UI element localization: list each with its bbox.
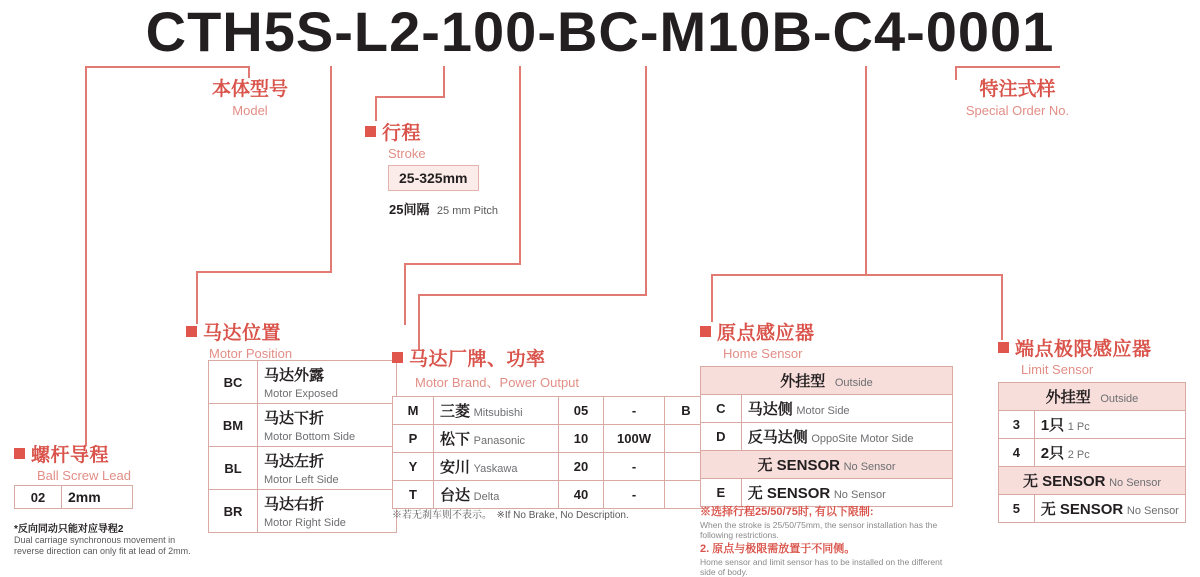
group-ballscrew-cn: 螺杆导程 [31,445,110,466]
home-sensor-label: 马达侧 Motor Side [741,395,952,423]
table-row [701,479,953,507]
ballscrew-note-cn: *反向同动只能对应导程2 [14,524,124,535]
motor-power-value: 100W [604,425,665,453]
home-sensor-notes [700,505,960,577]
leader-line [418,294,420,350]
leader-line [865,66,867,274]
table-row [999,495,1186,523]
table-row [393,425,708,453]
home-sensor-label: 反马达侧 OppoSite Motor Side [741,423,952,451]
limit-sensor-header [999,383,1186,411]
leader-line [711,274,867,276]
motor-position-label: 马达下折 Motor Bottom Side [258,404,397,447]
table-row [209,447,397,490]
group-special-cn: 特注式样 [979,79,1056,100]
group-model-en: Model [232,103,268,118]
home-sensor-note-2 [700,542,960,577]
group-special-en: Special Order No. [965,103,1070,118]
motor-brand-note [392,505,629,523]
group-motorpos-cn: 马达位置 [203,323,282,344]
motor-position-label: 马达外露 Motor Exposed [258,361,397,404]
home-sensor-note-1 [700,505,960,540]
table-row [999,383,1186,411]
motor-position-code: BM [209,404,258,447]
group-motorbrand-cn: 马达厂牌、功率 [409,349,546,370]
home-sensor-code: E [701,479,742,507]
home-sensor-note-1-en: When the stroke is 25/50/75mm, the sensor installation has the following restrictions. [700,519,938,541]
table-row [209,404,397,447]
ballscrew-value: 2mm [62,486,133,509]
group-stroke-cn: 行程 [382,123,422,144]
stroke-pitch [389,199,498,219]
table-row [701,395,953,423]
motor-position-code: BR [209,490,258,533]
ballscrew-note-en: Dual carriage synchronous movement in reverse direction can only fit at lead of 2mm. [14,535,191,557]
stroke-pitch-cn: 25间隔 [389,202,430,217]
limit-sensor-header-en: Outside [1100,393,1139,405]
home-sensor-note-2-cn: 2. 原点与极限需放置于不同侧。 [700,543,856,556]
group-motorbrand-en: Motor Brand、Power Output [415,375,580,390]
motorbrand-note-cn: ※若无刹车则不表示。 [392,510,492,521]
table-row [393,453,708,481]
bullet-square-icon [186,326,197,337]
home-sensor-header [701,367,953,395]
leader-line [196,271,198,324]
leader-line [85,66,87,446]
ballscrew-code: 02 [15,486,62,509]
table-row [209,361,397,404]
leader-line [865,274,1003,276]
table-row [701,367,953,395]
motor-position-label: 马达右折 Motor Right Side [258,490,397,533]
ball-screw-note [14,520,199,558]
bullet-square-icon [700,326,711,337]
group-limit-sensor [998,334,1152,377]
group-limitsensor-en: Limit Sensor [1021,362,1094,377]
motor-brand-code: Y [393,453,434,481]
motor-brand-code: P [393,425,434,453]
leader-line [196,271,332,273]
motor-brake-code: B [665,397,708,425]
bullet-square-icon [14,448,25,459]
table-row [999,439,1186,467]
group-model-cn: 本体型号 [211,79,288,100]
motor-position-label: 马达左折 Motor Left Side [258,447,397,490]
limit-sensor-label: 2只 2 Pc [1034,439,1185,467]
leader-line [418,294,647,296]
table-row [393,397,708,425]
bullet-square-icon [392,352,403,363]
motor-power-value: - [604,453,665,481]
leader-line [404,263,406,325]
group-motorpos-en: Motor Position [209,346,293,361]
limit-sensor-header-cn: 外挂型 [1045,389,1091,406]
limit-sensor-code: 4 [999,439,1035,467]
group-ballscrew-en: Ball Screw Lead [37,468,131,483]
leader-line [443,66,445,97]
home-sensor-note-2-en: Home sensor and limit sensor has to be installed on the different side of body. [700,557,943,577]
group-ball-screw [14,440,131,483]
table-row [15,486,133,509]
motor-position-code: BC [209,361,258,404]
motor-power-value: - [604,397,665,425]
group-motor-brand [392,344,579,391]
motor-position-code: BL [209,447,258,490]
stroke-pitch-en: 25 mm Pitch [436,205,499,217]
motor-brand-table [392,396,708,509]
table-row [209,490,397,533]
home-sensor-code: C [701,395,742,423]
table-row [701,451,953,479]
ball-screw-table [14,485,133,509]
motorbrand-note-en: ※If No Brake, No Description. [496,510,629,521]
motor-power-code: 10 [559,425,604,453]
limit-sensor-table [998,382,1186,523]
group-stroke-en: Stroke [388,146,426,161]
leader-line [1001,274,1003,340]
table-row [701,423,953,451]
home-sensor-label: 无 SENSOR No Sensor [741,479,952,507]
group-limitsensor-cn: 端点极限感应器 [1015,339,1152,360]
limit-sensor-label: 1只 1 Pc [1034,411,1185,439]
motor-position-table [208,360,397,533]
leader-line [404,263,521,265]
motor-power-value: - [604,481,665,509]
bullet-square-icon [998,342,1009,353]
group-homesensor-en: Home Sensor [723,346,803,361]
home-sensor-code: D [701,423,742,451]
group-special-order [905,74,1130,118]
limit-sensor-label: 无 SENSOR No Sensor [1034,495,1185,523]
motor-power-code: 05 [559,397,604,425]
group-homesensor-cn: 原点感应器 [717,323,815,344]
group-home-sensor [700,318,815,361]
motor-power-code: 20 [559,453,604,481]
motor-power-code: 40 [559,481,604,509]
table-row [999,411,1186,439]
motor-brand-name: 台达 Delta [434,481,559,509]
leader-line [85,66,250,68]
stroke-range-value: 25-325mm [388,165,479,191]
limit-sensor-code: 3 [999,411,1035,439]
home-sensor-table [700,366,953,507]
leader-line [711,274,713,322]
limit-sensor-label: 无 SENSOR No Sensor [999,467,1186,495]
leader-line [955,66,1060,68]
motor-brand-name: 三菱 Mitsubishi [434,397,559,425]
home-sensor-header-cn: 外挂型 [780,373,826,390]
group-stroke [365,118,426,161]
motor-brand-name: 安川 Yaskawa [434,453,559,481]
home-sensor-label: 无 SENSOR No Sensor [701,451,953,479]
home-sensor-note-1-cn: ※选择行程25/50/75时, 有以下限制: [700,506,874,518]
group-motor-position [186,318,292,361]
leader-line [645,66,647,294]
home-sensor-header-en: Outside [834,377,873,389]
limit-sensor-code: 5 [999,495,1035,523]
motor-brand-name: 松下 Panasonic [434,425,559,453]
group-model [90,74,410,118]
bullet-square-icon [365,126,376,137]
table-row [999,467,1186,495]
stroke-range-box [388,165,479,191]
motor-brand-code: M [393,397,434,425]
leader-line [519,66,521,263]
part-number-title: CTH5S-L2-100-BC-M10B-C4-0001 [145,0,1055,63]
motor-brand-code: T [393,481,434,509]
